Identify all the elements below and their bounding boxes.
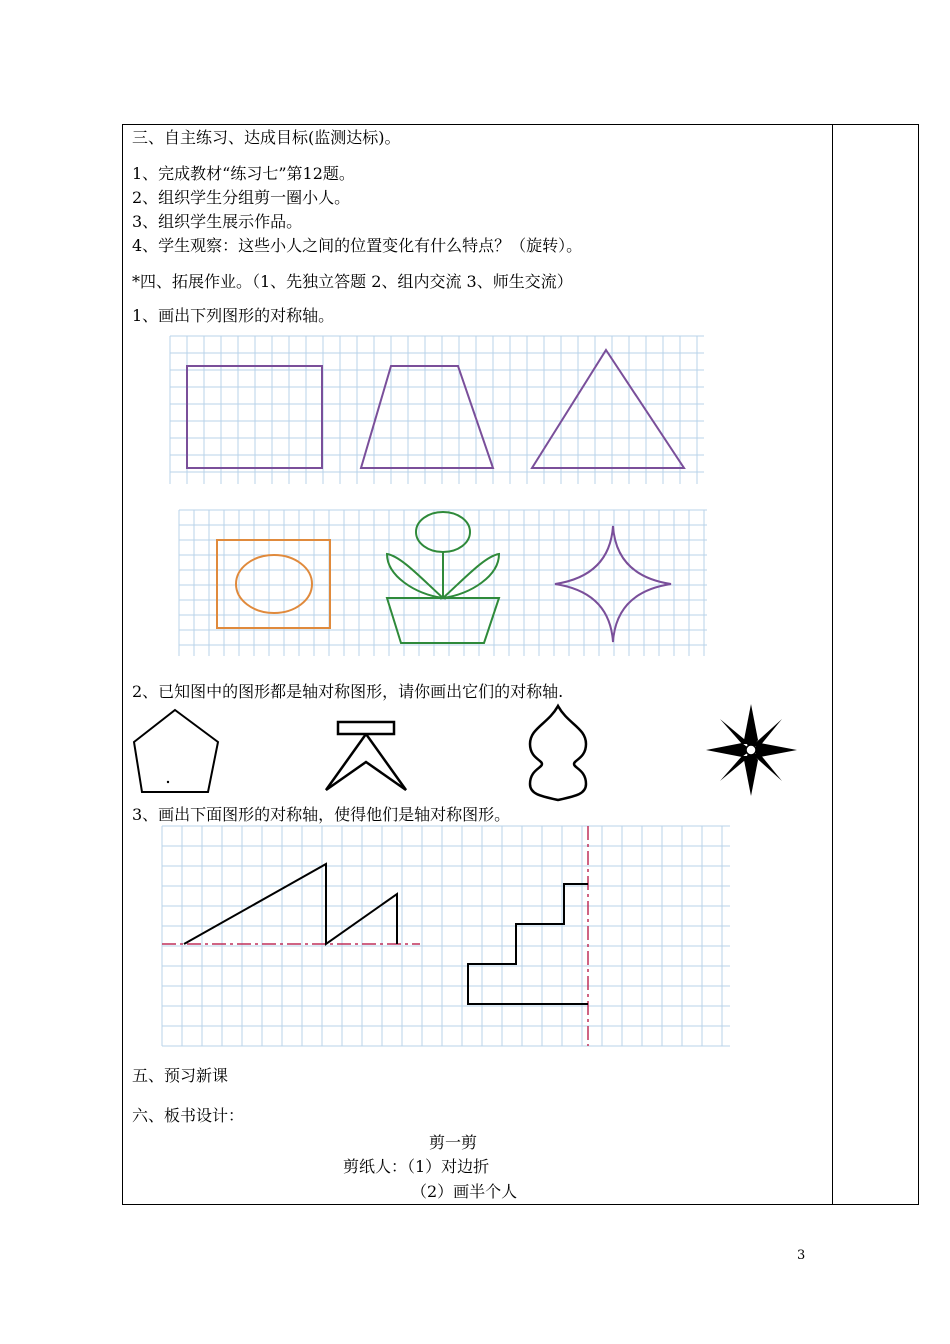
section4-question-1: 1、画出下列图形的对称轴。 (132, 306, 335, 325)
figure-black-shapes (130, 704, 802, 798)
figure-symmetry-grid (162, 826, 730, 1046)
zigzag-half-shape (184, 864, 397, 944)
page-number: 3 (797, 1248, 806, 1263)
pentagon-shape (134, 710, 218, 792)
section3-item-3: 3、组织学生展示作品。 (132, 212, 303, 231)
section6-heading: 六、板书设计： (132, 1106, 245, 1125)
triangle-shape (532, 350, 684, 468)
board-line-1: 剪纸人：（1）对边折 (343, 1157, 490, 1176)
gourd-shape (530, 706, 586, 800)
trapezoid-shape (361, 366, 493, 468)
table-column-divider (832, 124, 833, 1205)
section4-question-3: 3、画出下面图形的对称轴，使得他们是轴对称图形。 (132, 805, 511, 824)
four-point-star-shape (555, 526, 671, 642)
section3-item-2: 2、组织学生分组剪一圈小人。 (132, 188, 351, 207)
section3-item-1: 1、完成教材“练习七”第12题。 (132, 164, 355, 183)
section4-question-2: 2、已知图中的图形都是轴对称图形，请你画出它们的对称轴. (132, 682, 564, 701)
section4-heading: *四、拓展作业。（1、先独立答题 2、组内交流 3、师生交流） (132, 272, 573, 291)
section5-heading: 五、预习新课 (132, 1066, 229, 1085)
section3-item-4: 4、学生观察：这些小人之间的位置变化有什么特点？（旋转）。 (132, 236, 583, 255)
figure-grid-shapes-1 (170, 336, 704, 484)
board-title: 剪一剪 (429, 1133, 478, 1152)
section3-heading: 三、自主练习、达成目标(监测达标)。 (132, 128, 401, 147)
board-line-2: （2）画半个人 (411, 1182, 518, 1201)
sign-shape (326, 722, 406, 790)
orange-ellipse-shape (236, 555, 312, 613)
compass-star-shape (706, 704, 797, 796)
figure-grid-shapes-2 (179, 510, 707, 656)
